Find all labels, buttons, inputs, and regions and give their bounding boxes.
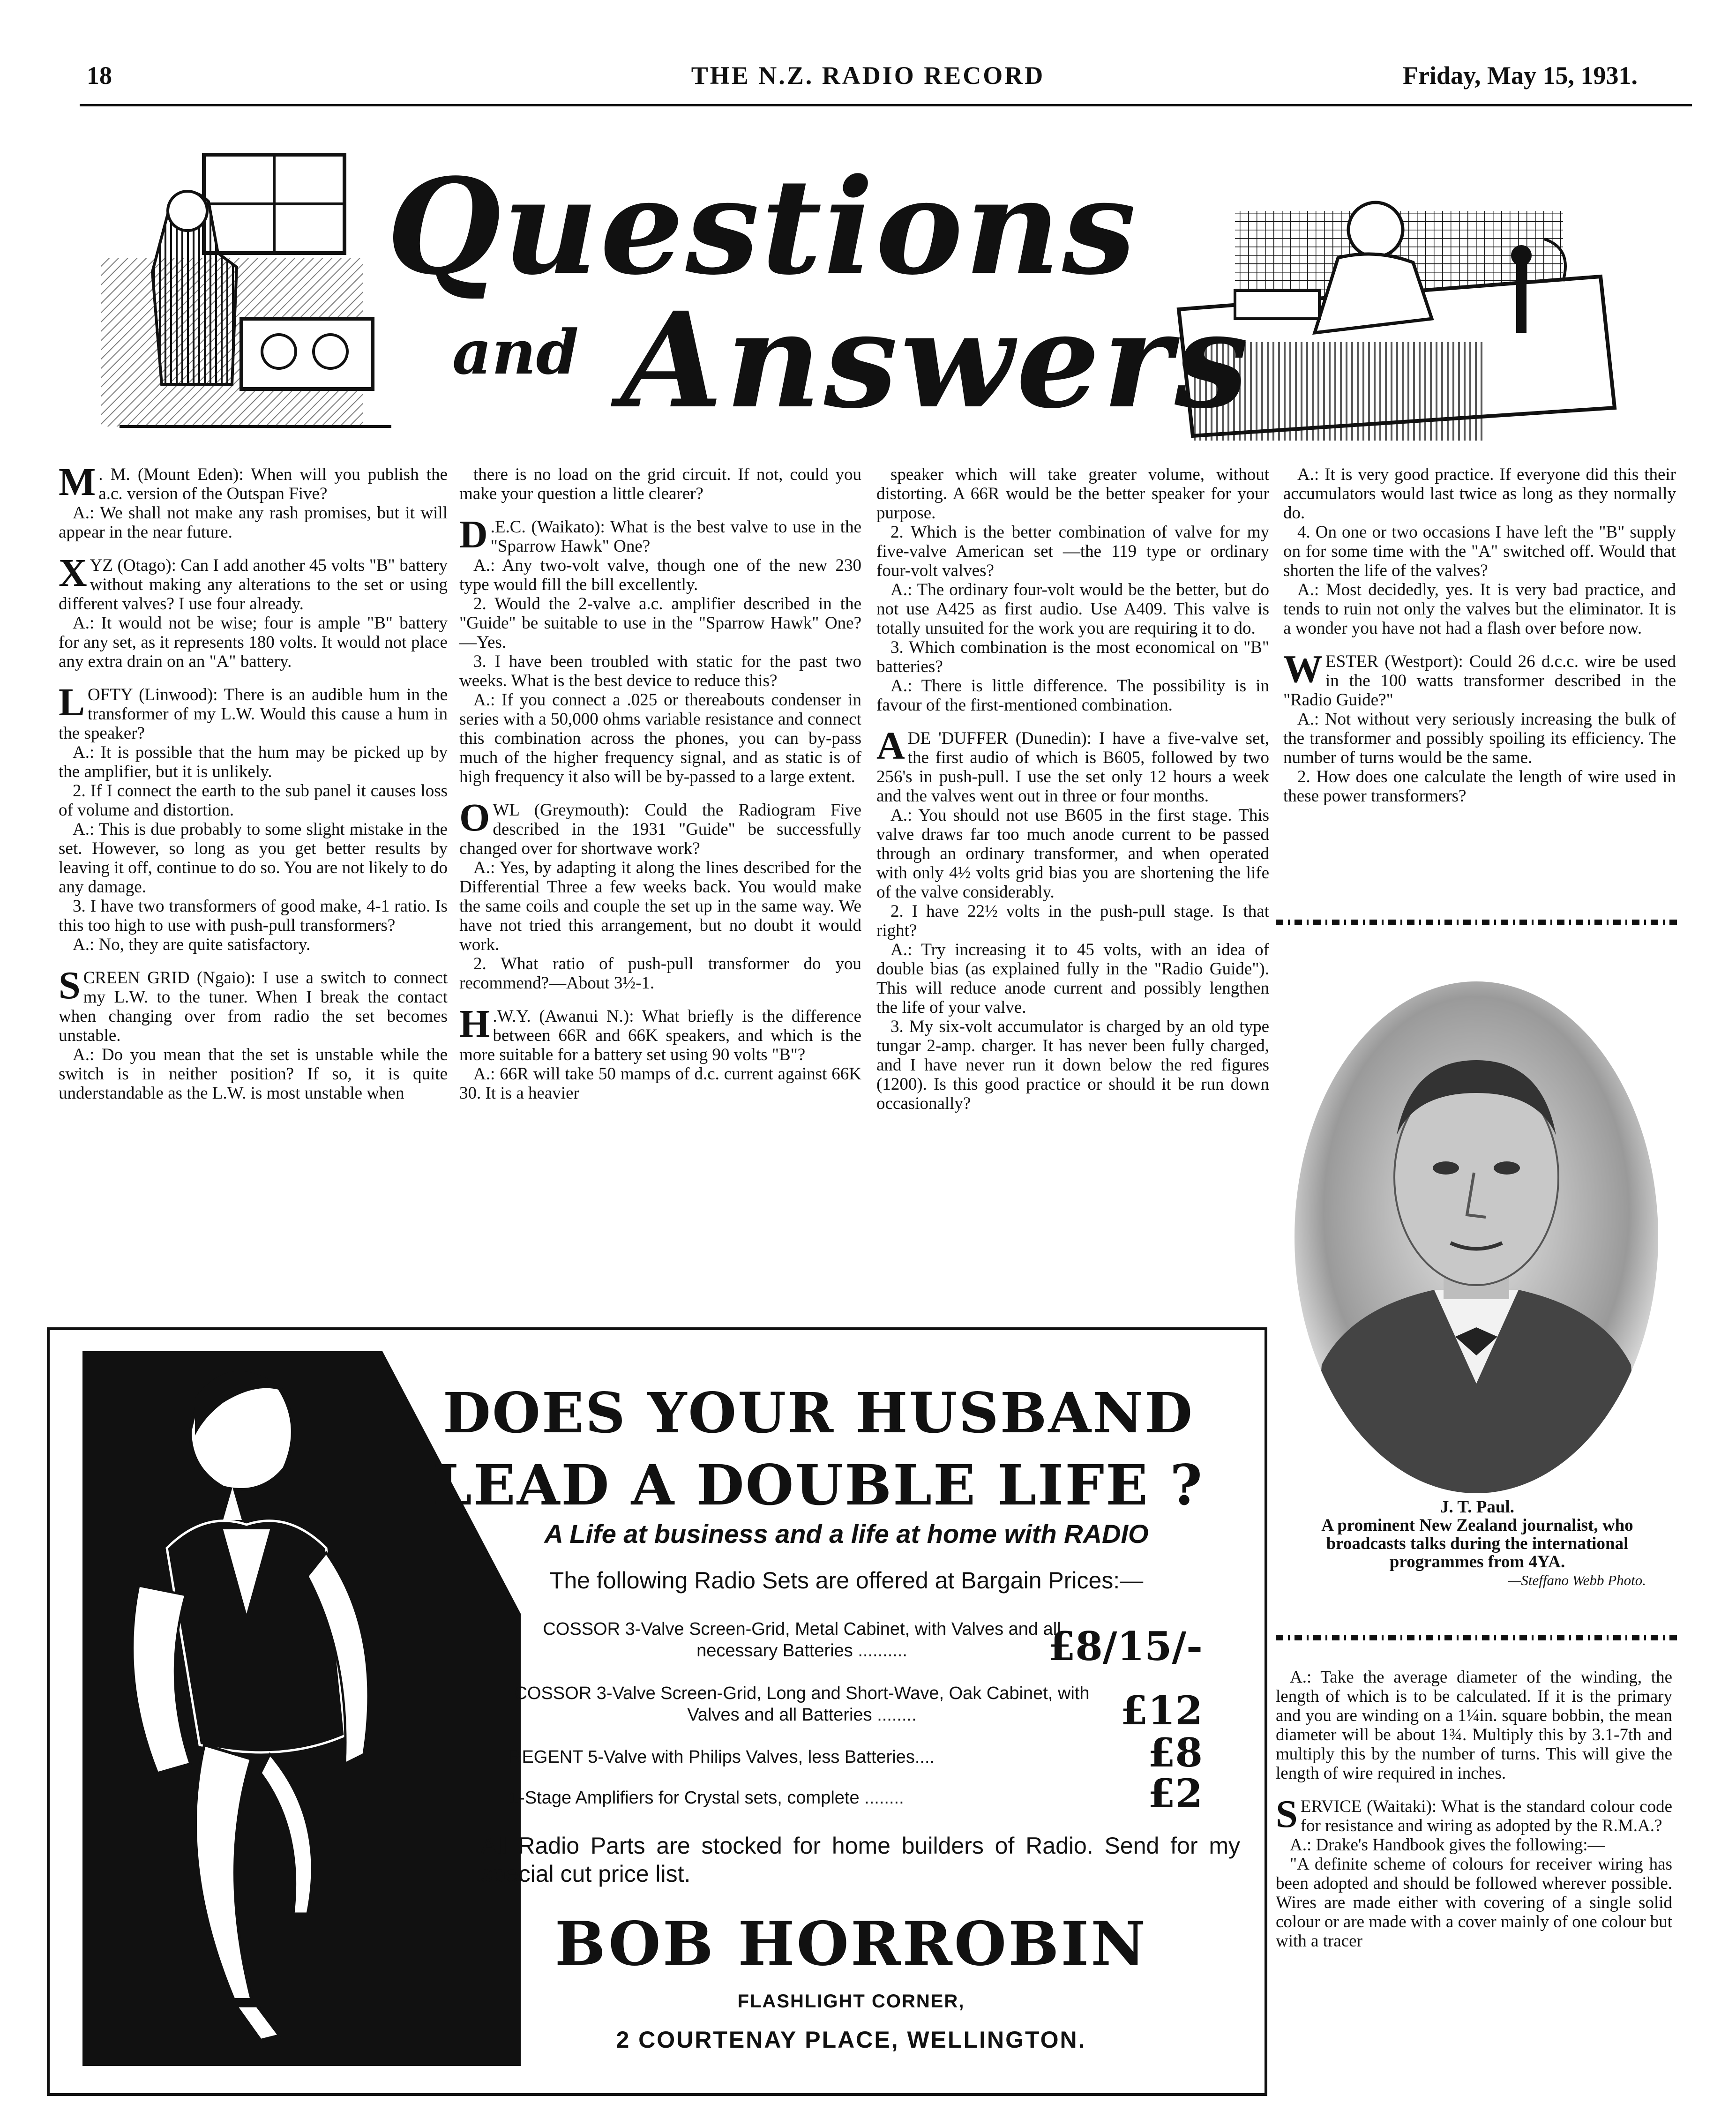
answer-paragraph	[459, 858, 861, 954]
paragraph-text: speaker which will take greater volume, without distorting. A 66R would be the better speaker for your purpose.	[876, 465, 1269, 523]
ad-brand-name: BOB HORROBIN	[554, 1909, 1148, 1979]
answer-paragraph	[1276, 1668, 1672, 1783]
drop-cap: X	[59, 551, 87, 595]
question-paragraph	[459, 513, 861, 556]
drop-cap: M	[59, 460, 96, 504]
paragraph-text: .E.C. (Waikato): What is the best valve to use in the "Sparrow Hawk" One?	[490, 517, 861, 556]
paragraph-text: A.: We shall not make any rash promises, but it will appear in the near future.	[59, 503, 448, 542]
answer-paragraph	[59, 503, 448, 542]
paragraph-text: 3. My six-volt accumulator is charged by an old type tungar 2-amp. charger. It has never been fully charged, and I have never run it down below the red figures (1200). Is this good practice or should it be run down occasionally?	[876, 1017, 1269, 1113]
paragraph-text: 2. I have 22½ volts in the push-pull stage. Is that right?	[876, 902, 1269, 940]
paragraph-text: A.: You should not use B605 in the first stage. This valve draws far too much anode current to be passed through an ordinary transformer, and when operated with only 4½ volts grid bias you are shortening the life of the valve considerably.	[876, 806, 1269, 902]
answer-paragraph	[459, 1064, 861, 1103]
paragraph-text: A.: It is possible that the hum may be picked up by the amplifier, but it is unlikely.	[59, 743, 448, 781]
ad-item-price: £2	[1148, 1770, 1203, 1817]
answer-paragraph	[59, 781, 448, 820]
ad-item-price: £8/15/-	[1048, 1623, 1203, 1669]
paragraph-text: 2. If I connect the earth to the sub panel it causes loss of volume and distortion.	[59, 781, 448, 820]
answer-paragraph	[459, 652, 861, 690]
paragraph-text: A.: Any two-volt valve, though one of the new 230 type would fill the bill excellently.	[459, 556, 861, 594]
answer-paragraph	[459, 954, 861, 993]
portrait-photo	[1294, 980, 1659, 1494]
answer-paragraph	[59, 1045, 448, 1103]
paragraph-text: 3. I have been troubled with static for the past two weeks. What is the best device to reduce this?	[459, 652, 861, 690]
paragraph-text: ESTER (Westport): Could 26 d.c.c. wire be used in the 100 watts transformer described in the "Radio Guide?"	[1283, 652, 1676, 710]
ad-intro: The following Radio Sets are offered at Bargain Prices:—	[549, 1567, 1144, 1594]
paragraph-text: 3. I have two transformers of good make, 4-1 ratio. Is this too high to use with push-pull transformers?	[59, 897, 448, 935]
question-paragraph	[459, 796, 861, 858]
question-paragraph	[876, 724, 1269, 806]
answer-paragraph	[459, 690, 861, 786]
paragraph-text: 4. On one or two occasions I have left the "B" supply on for some time with the "A" switched off. Would that shorten the life of the valves?	[1283, 523, 1676, 580]
paragraph-text: A.: It is very good practice. If everyone did this their accumulators would last twice as long as they normally do.	[1283, 465, 1676, 523]
question-paragraph	[1276, 1792, 1672, 1836]
banner-word-and: and	[452, 316, 579, 388]
ad-item-price: £8	[1148, 1729, 1203, 1776]
banner-title	[101, 145, 1619, 450]
questions-answers-banner	[101, 145, 1619, 450]
paragraph-text: A.: Do you mean that the set is unstable while the switch is in neither position? If so, it is quite understandable as the L.W. is most unstable when	[59, 1045, 448, 1103]
answer-paragraph	[459, 556, 861, 594]
answer-paragraph	[1283, 523, 1676, 580]
paragraph-text: CREEN GRID (Ngaio): I use a switch to connect my L.W. to the tuner. When I break the contact when changing over from radio the set becomes unstable.	[59, 968, 448, 1045]
ad-item-label: COSSOR 3-Valve Screen-Grid, Metal Cabinet, with Valves and all necessary Batteries ..........	[543, 1619, 1061, 1661]
paragraph-text: A.: No, they are quite satisfactory.	[73, 935, 311, 954]
caption-name: J. T. Paul.	[1440, 1497, 1514, 1517]
page-number: 18	[87, 61, 112, 90]
answer-paragraph	[876, 638, 1269, 676]
paragraph-text: "A definite scheme of colours for receiver wiring has been adopted and should be followed wherever possible. Wires are made either with covering of a single solid colour or are made with a cover mainly of one colour but with a tracer	[1276, 1855, 1672, 1951]
paragraph-text: .W.Y. (Awanui N.): What briefly is the difference between 66R and 66K speakers, and which is the more suitable for a battery set using 90 volts "B"?	[459, 1007, 861, 1064]
question-paragraph	[59, 964, 448, 1045]
banner-word-answers: Answers	[621, 284, 1251, 438]
paragraph-text: DE 'DUFFER (Dunedin): I have a five-valve set, the first audio of which is B605, followed by two 256's in push-pull. I use the set only 12 hours a week and the valves went out in three or four months.	[876, 729, 1269, 806]
ad-item	[509, 1618, 1203, 1669]
ad-item-label: 1-Stage Amplifiers for Crystal sets, complete ........	[509, 1788, 904, 1808]
answer-paragraph	[59, 614, 448, 671]
answer-paragraph	[876, 806, 1269, 902]
drop-cap: A	[876, 724, 905, 768]
question-paragraph	[59, 460, 448, 504]
paragraph-text: A.: There is little difference. The possibility is in favour of the first-mentioned combination.	[876, 676, 1269, 715]
answer-paragraph	[876, 940, 1269, 1017]
ad-headline	[378, 1377, 1259, 1521]
answer-paragraph	[59, 897, 448, 935]
paragraph-text: A.: Not without very seriously increasing the bulk of the transformer and possibly spoiling its efficiency. The number of turns would be the same.	[1283, 710, 1676, 767]
ad-item-price: £12	[1120, 1687, 1203, 1734]
paragraph-text: 2. Which is the better combination of valve for my five-valve American set —the 119 type or ordinary four-volt valves?	[876, 523, 1269, 580]
paragraph-text: A.: Yes, by adapting it along the lines described for the Differential Three a few weeks back. You would make the same coils and couple the set up in the same way. We have not tried this arrangement, but no doubt it would work.	[459, 858, 861, 954]
paragraph-text: OFTY (Linwood): There is an audible hum in the transformer of my L.W. Would this cause a hum in the speaker?	[59, 685, 448, 743]
paragraph-text: WL (Greymouth): Could the Radiogram Five described in the 1931 "Guide" be successfully changed over for shortwave work?	[459, 801, 861, 858]
decorative-rule	[1276, 1635, 1679, 1640]
paragraph-text: . M. (Mount Eden): When will you publish the a.c. version of the Outspan Five?	[98, 465, 448, 503]
answer-paragraph	[876, 676, 1269, 715]
paragraph-text: A.: The ordinary four-volt would be the better, but do not use A425 as first audio. Use A409. This valve is totally unsuited for the work you are requiring it to do.	[876, 580, 1269, 638]
column-2	[459, 465, 861, 1103]
ad-headline-line-2: LEAD A DOUBLE LIFE ?	[433, 1452, 1204, 1518]
answer-paragraph	[1276, 1855, 1672, 1951]
answer-paragraph	[1283, 580, 1676, 638]
ad-item-label: REGENT 5-Valve with Philips Valves, less Batteries....	[509, 1747, 935, 1767]
paragraph-text: A.: Drake's Handbook gives the following:—	[1290, 1835, 1605, 1855]
paragraph-text: A.: If you connect a .025 or thereabouts condenser in series with a 50,000 ohms variable resistance and connect this combination across the phones, you can by-pass much of the higher frequency signal, and as static is of high frequency it also will be by-passed to a large extent.	[459, 690, 861, 786]
paragraph-text: 2. Would the 2-valve a.c. amplifier described in the "Guide" be suitable to use in the "Sparrow Hawk" One?—Yes.	[459, 594, 861, 652]
issue-date: Friday, May 15, 1931.	[1403, 61, 1638, 90]
publication-title: THE N.Z. RADIO RECORD	[691, 61, 1045, 90]
ad-item	[509, 1770, 1203, 1817]
column-3	[876, 465, 1269, 1113]
answer-paragraph	[459, 465, 861, 503]
decorative-rule	[1276, 920, 1679, 925]
paragraph-text: there is no load on the grid circuit. If not, could you make your question a little clearer?	[459, 465, 861, 503]
ad-item	[509, 1683, 1203, 1734]
answer-paragraph	[1283, 465, 1676, 523]
paragraph-text: A.: Try increasing it to 45 volts, with an idea of double bias (as explained fully in the "Radio Guide"). This will reduce anode current and possibly lengthen the life of your valve.	[876, 940, 1269, 1017]
drop-cap: H	[459, 1002, 490, 1046]
paragraph-text: A.: It would not be wise; four is ample "B" battery for any set, as it represents 180 volts. It would not place any extra drain on an "A" battery.	[59, 614, 448, 671]
caption-text: A prominent New Zealand journalist, who broadcasts talks during the international programmes from 4YA.	[1321, 1516, 1633, 1572]
header-rule	[80, 104, 1692, 106]
paragraph-text: 2. How does one calculate the length of wire used in these power transformers?	[1283, 767, 1676, 806]
paragraph-text: ERVICE (Waitaki): What is the standard colour code for resistance and wiring as adopted by the R.M.A.?	[1300, 1797, 1672, 1835]
answer-paragraph	[876, 902, 1269, 940]
answer-paragraph	[459, 594, 861, 652]
column-1	[59, 460, 448, 1103]
answer-paragraph	[876, 523, 1269, 580]
paragraph-text: A.: 66R will take 50 mamps of d.c. current against 66K 30. It is a heavier	[459, 1064, 861, 1103]
paragraph-text: A.: This is due probably to some slight mistake in the set. However, so long as you get better results by leaving it off, continue to do so. You are not likely to do any damage.	[59, 820, 448, 897]
column-4-continued	[1276, 1668, 1672, 1951]
paragraph-text: 2. What ratio of push-pull transformer do you recommend?—About 3½-1.	[459, 954, 861, 993]
drop-cap: D	[459, 513, 488, 556]
ad-item-label: COSSOR 3-Valve Screen-Grid, Long and Short-Wave, Oak Cabinet, with Valves and all Batteries ........	[514, 1684, 1090, 1725]
ad-item	[509, 1729, 1203, 1776]
drop-cap: S	[59, 964, 81, 1007]
question-paragraph	[59, 551, 448, 614]
answer-paragraph	[59, 743, 448, 781]
ad-subhead: A Life at business and a life at home with RADIO	[544, 1519, 1149, 1549]
ad-address-line-1: FLASHLIGHT CORNER,	[737, 1991, 965, 2012]
drop-cap: L	[59, 681, 85, 724]
radio-advertisement	[47, 1327, 1267, 2096]
answer-paragraph	[59, 935, 448, 954]
question-paragraph	[1283, 647, 1676, 710]
ad-headline-line-1: DOES YOUR HUSBAND	[442, 1380, 1194, 1445]
answer-paragraph	[59, 820, 448, 897]
answer-paragraph	[876, 1017, 1269, 1113]
column-4	[1283, 465, 1676, 806]
drop-cap: W	[1283, 647, 1323, 691]
paragraph-text: A.: Most decidedly, yes. It is very bad practice, and tends to ruin not only the valves but the eliminator. It is a wonder you have not had a flash over before now.	[1283, 580, 1676, 638]
question-paragraph	[59, 681, 448, 743]
question-paragraph	[459, 1002, 861, 1064]
answer-paragraph	[1283, 710, 1676, 767]
paragraph-text: YZ (Otago): Can I add another 45 volts "B" battery without making any alterations to the set or using different valves? I use four already.	[59, 556, 448, 614]
paragraph-text: 3. Which combination is the most economical on "B" batteries?	[876, 638, 1269, 676]
drop-cap: S	[1276, 1792, 1298, 1836]
answer-paragraph	[876, 465, 1269, 523]
drop-cap: O	[459, 796, 490, 839]
ad-footnote: All Radio Parts are stocked for home builders of Radio. Send for my special cut price list.	[481, 1833, 1240, 1887]
ad-address-line-2: 2 COURTENAY PLACE, WELLINGTON.	[616, 2027, 1086, 2053]
banner-word-questions: Questions	[387, 150, 1138, 304]
paragraph-text: A.: Take the average diameter of the winding, the length of which is to be calculated. If it is the primary and you are winding on a 1¼in. square bobbin, the mean diameter will be about 1¾. Multiply this by 3.1-7th and multiply this by the number of turns. This will give the length of wire required in inches.	[1276, 1668, 1672, 1783]
portrait-caption	[1276, 1498, 1679, 1589]
answer-paragraph	[1283, 767, 1676, 806]
photo-credit: —Steffano Webb Photo.	[1508, 1572, 1646, 1588]
answer-paragraph	[1276, 1835, 1672, 1855]
answer-paragraph	[876, 580, 1269, 638]
